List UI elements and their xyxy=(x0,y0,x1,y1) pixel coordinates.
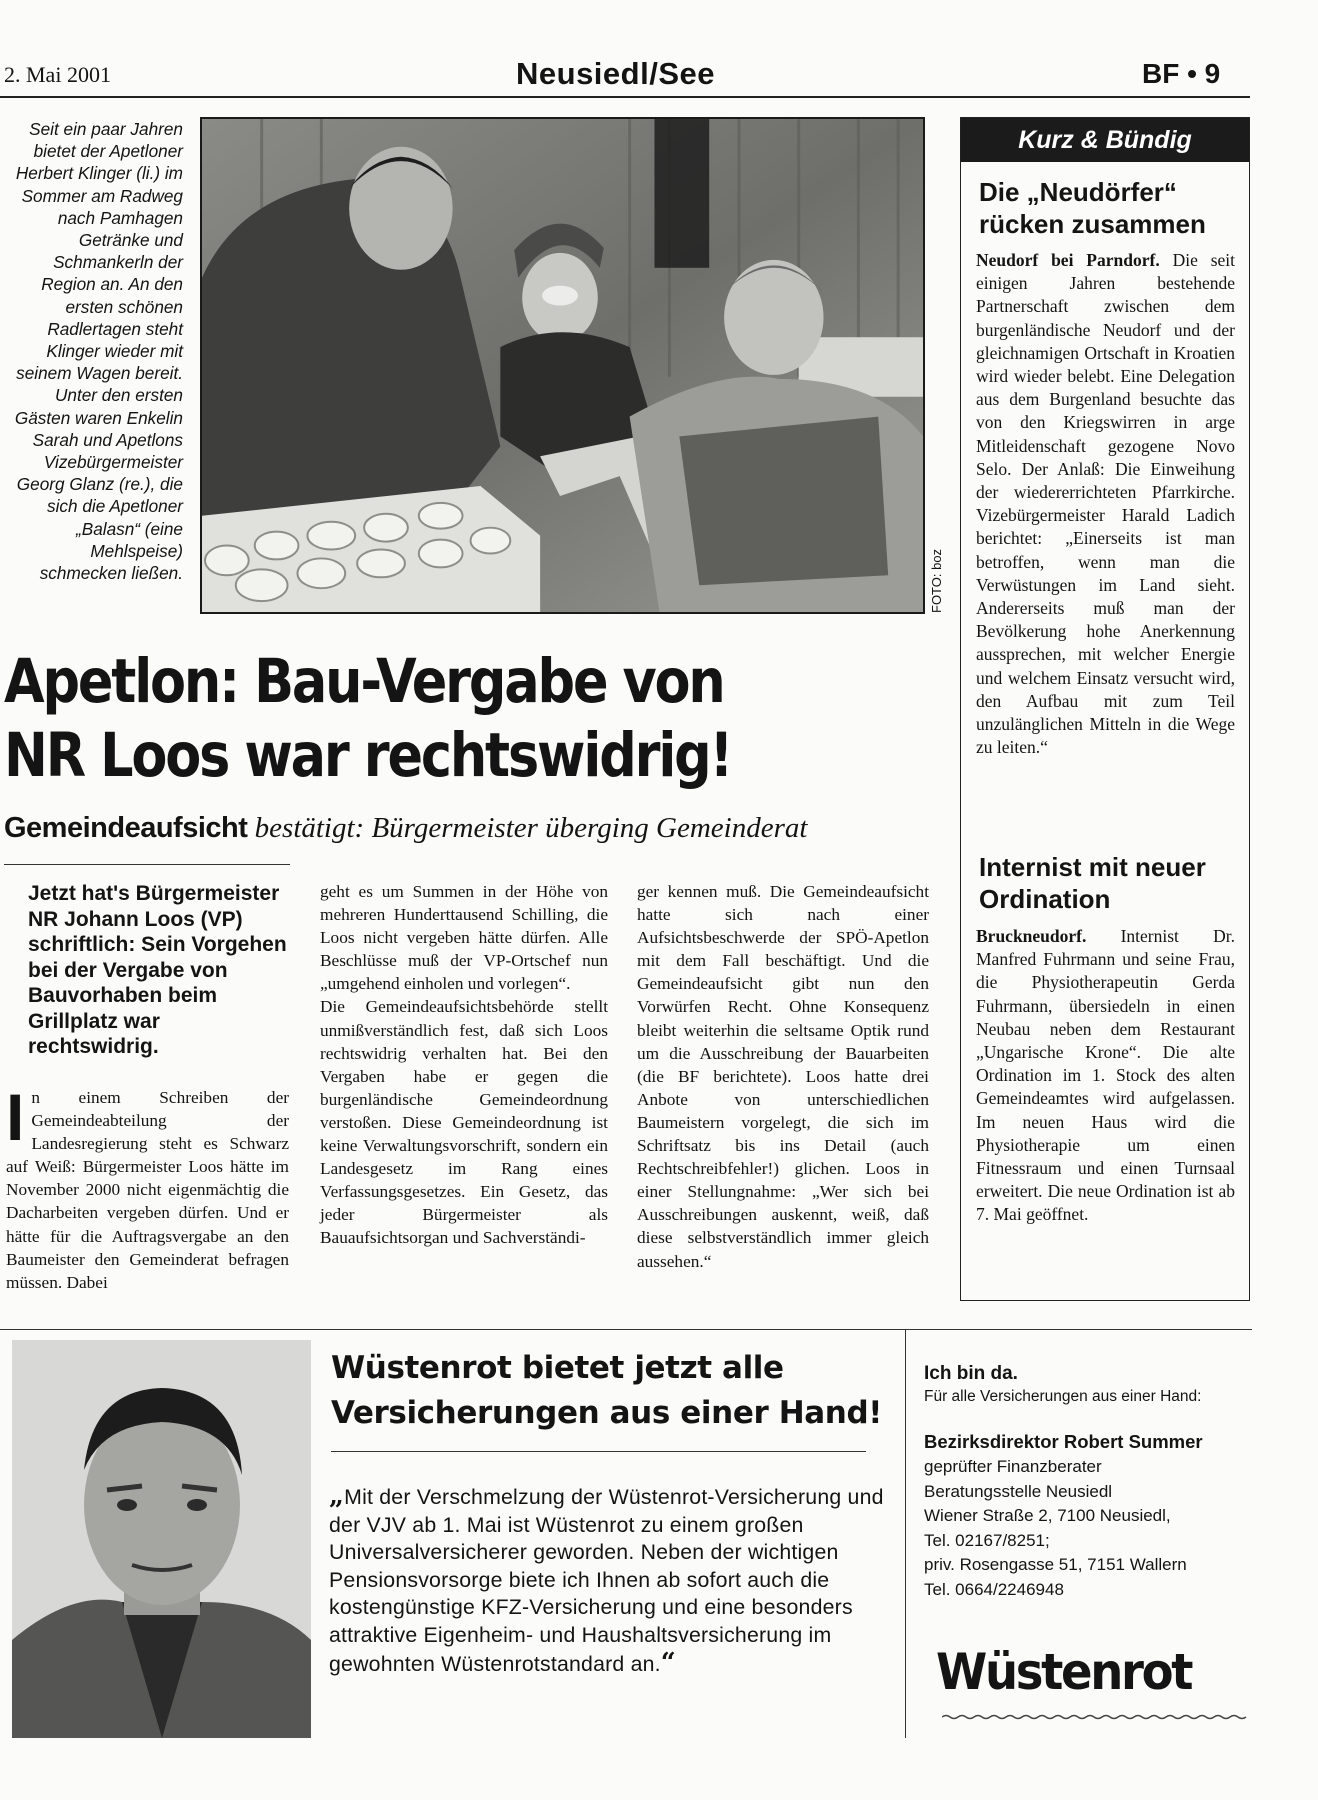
ad-top-rule xyxy=(0,1329,1252,1330)
article-column-3: ger kennen muß. Die Gemeindeaufsicht hatte sich nach einer Aufsichtsbeschwerde der SPÖ-Apetlon mit dem Fall beschäftigt. Und die Gemeindeaufsicht gibt nun den Vorwürfen Recht. Ohne Konsequenz bleibt weiterhin die seltsame Optik rund um die Ausschreibung der Bauarbeiten (die BF berichtete). Loos hatte drei Anbote von unterschiedlichen Baumeistern vorgelegt, die sich im Schriftsatz bis ins Detail (auch Rechtschreibfehler!) glichen. Loos in einer Stellungnahme: „Wer sich bei Ausschreibungen auskennt, weiß, daß diese selbstverständlich immer gleich aussehen.“ xyxy=(637,882,929,1271)
drop-cap: I xyxy=(6,1080,25,1154)
contact-block xyxy=(924,1362,1254,1602)
advisor-portrait xyxy=(12,1340,311,1738)
contact-line: Beratungsstelle Neusiedl xyxy=(924,1481,1113,1501)
subhead-italic: bestätigt: Bürgermeister überging Gemeinderat xyxy=(247,812,808,844)
sidebar-item-2-body xyxy=(976,925,1235,1227)
column-1-text: n einem Schreiben der Gemeindeabteilung der Landesregierung steht es Schwarz auf Weiß: Bürgermeister Loos hätte im November 2000 nicht eigenmächtig die Dacharbeiten vergeben dürfen. Und er hätte für die Auftragsvergabe an den Baumeister den Gemeinderat befragen müssen. Dabei xyxy=(6,1088,289,1292)
quote-close-mark: “ xyxy=(660,1647,676,1678)
contact-subheading: Für alle Versicherungen aus einer Hand: xyxy=(924,1388,1202,1405)
ad-headline-line-1: Wüstenrot bietet jetzt alle xyxy=(331,1350,784,1386)
sidebar-item-1-body xyxy=(976,249,1235,759)
headline-line-2: NR Loos war rechtswidrig! xyxy=(4,720,732,791)
logo-underline xyxy=(942,1707,1250,1713)
ad-divider xyxy=(905,1330,906,1738)
ad-headline-line-2: Versicherungen aus einer Hand! xyxy=(331,1395,882,1431)
headline-line-1: Apetlon: Bau-Vergabe von xyxy=(4,646,724,717)
quote-open-mark: „ xyxy=(329,1481,345,1511)
contact-line: Tel. 02167/8251; xyxy=(924,1530,1050,1550)
contact-heading: Ich bin da. xyxy=(924,1363,1018,1384)
ad-quote xyxy=(329,1483,899,1678)
article-lead: Jetzt hat's Bürgermeister NR Johann Loos (VP) schriftlich: Sein Vorgehen bei der Vergabe von Bauvorhaben beim Grillplatz war rechtswidrig. xyxy=(28,882,287,1058)
page-number: BF • 9 xyxy=(1142,58,1221,89)
sidebar-item-2-text: Internist Dr. Manfred Fuhrmann und seine Frau, die Physiotherapeutin Gerda Fuhrmann, übersiedeln in einen Neubau neben dem Restaurant „Ungarische Krone“. Die alte Ordination im 1. Stock des alten Gemeindeamtes wird aufgelassen. Im neuen Haus wird die Physiotherapie um einen Fitnessraum und einen Turnsaal erweitert. Die neue Ordination ist ab 7. Mai geöffnet. xyxy=(976,926,1235,1225)
sidebar-item-2-heading: Internist mit neuer Ordination xyxy=(979,852,1206,914)
column-2-paragraph-1: geht es um Summen in der Höhe von mehreren Hunderttausend Schilling, die Loos nicht vergeben hätte dürfen. Alle Beschlüsse muß der VP-Ortschef nun „umgehend einholen und vorlegen“. xyxy=(320,882,608,994)
column-2-paragraph-2: Die Gemeindeaufsichtsbehörde stellt unmißverständlich fest, daß sich Loos rechtswidrig verhalten hat. Bei den Vergaben habe er gegen die burgenländische Gemeindeordnung verstoßen. Diese Gemeindeordnung ist keine Verwaltungsvorschrift, sondern ein Landesgesetz im Rang eines Verfassungsgesetzes. Ein Gesetz, das jeder Bürgermeister als Bauaufsichtsorgan und Sachverständi- xyxy=(320,997,608,1248)
subhead-bold: Gemeindeaufsicht xyxy=(4,812,248,844)
issue-date: 2. Mai 2001 xyxy=(4,62,111,87)
ad-quote-text: Mit der Verschmelzung der Wüstenrot-Versicherung und der VJV ab 1. Mai ist Wüstenrot zu einem großen Universalversicherer geworden. Neben der wichtigen Pensionsvorsorge biete ich Ihnen ab sofort auch die kostengünstige KFZ-Versicherung und eine besonders attraktive Eigenheim- und Haushaltsversicherung im gewohnten Wüstenrotstandard an. xyxy=(329,1485,884,1676)
ad-headline xyxy=(331,1346,891,1436)
article-column-1 xyxy=(6,1080,289,1294)
sidebar-item-2-lead-in: Bruckneudorf. xyxy=(976,926,1087,946)
article-subhead xyxy=(4,811,954,845)
contact-name: Bezirksdirektor Robert Summer xyxy=(924,1431,1203,1452)
article-photo xyxy=(200,117,925,614)
photo-credit: FOTO: boz xyxy=(929,548,944,613)
sidebar-title: Kurz & Bündig xyxy=(961,118,1249,162)
contact-line: Tel. 0664/2246948 xyxy=(924,1579,1064,1599)
section-title: Neusiedl/See xyxy=(516,56,715,91)
ad-rule xyxy=(331,1451,866,1452)
wuestenrot-logo: Wüstenrot xyxy=(936,1643,1192,1701)
contact-line: Wiener Straße 2, 7100 Neusiedl, xyxy=(924,1506,1171,1525)
contact-line: priv. Rosengasse 51, 7151 Wallern xyxy=(924,1555,1187,1574)
article-column-2 xyxy=(320,880,608,1250)
article-headline xyxy=(4,645,950,793)
subhead-rule xyxy=(4,864,290,865)
sidebar-item-1-text: Die seit einigen Jahren bestehende Partnerschaft zwischen dem burgenländische Neudorf und der gleichnamigen Ortschaft in Kroatien wird wieder belebt. Eine Delegation aus dem Burgenland besuchte das von den Kriegswirren in arge Mitleidenschaft gezogene Novo Selo. Der Anlaß: Die Einweihung der wiedererrichteten Pfarrkirche. Vizebürgermeister Harald Ladich berichtet: „Einerseits ist man betroffen, wenn man die Verwüstungen im Land sieht. Andererseits muß man der Bevölkerung hohe Anerkennung aussprechen, mit welcher Energie und welchem Einsatz versucht wird, den Aufbau mit zum Teil unzulänglichen Mitteln in die Wege zu leiten.“ xyxy=(976,250,1235,758)
header-rule xyxy=(0,96,1250,98)
sidebar-item-1-heading: Die „Neudörfer“ rücken zusammen xyxy=(979,177,1206,239)
photo-caption: Seit ein paar Jahren bietet der Apetloner Herbert Klinger (li.) im Sommer am Radweg nach Pamhagen Getränke und Schmankerln der Region an. An den ersten schönen Radlertagen steht Klinger wieder mit seinem Wagen bereit. Unter den ersten Gästen waren Enkelin Sarah und Apetlons Vizebürgermeister Georg Glanz (re.), die sich die Apetloner „Balasn“ (eine Mehlspeise) schmecken ließen. xyxy=(14,119,183,584)
sidebar-item-1-lead-in: Neudorf bei Parndorf. xyxy=(976,250,1160,270)
contact-line: geprüfter Finanzberater xyxy=(924,1457,1102,1476)
